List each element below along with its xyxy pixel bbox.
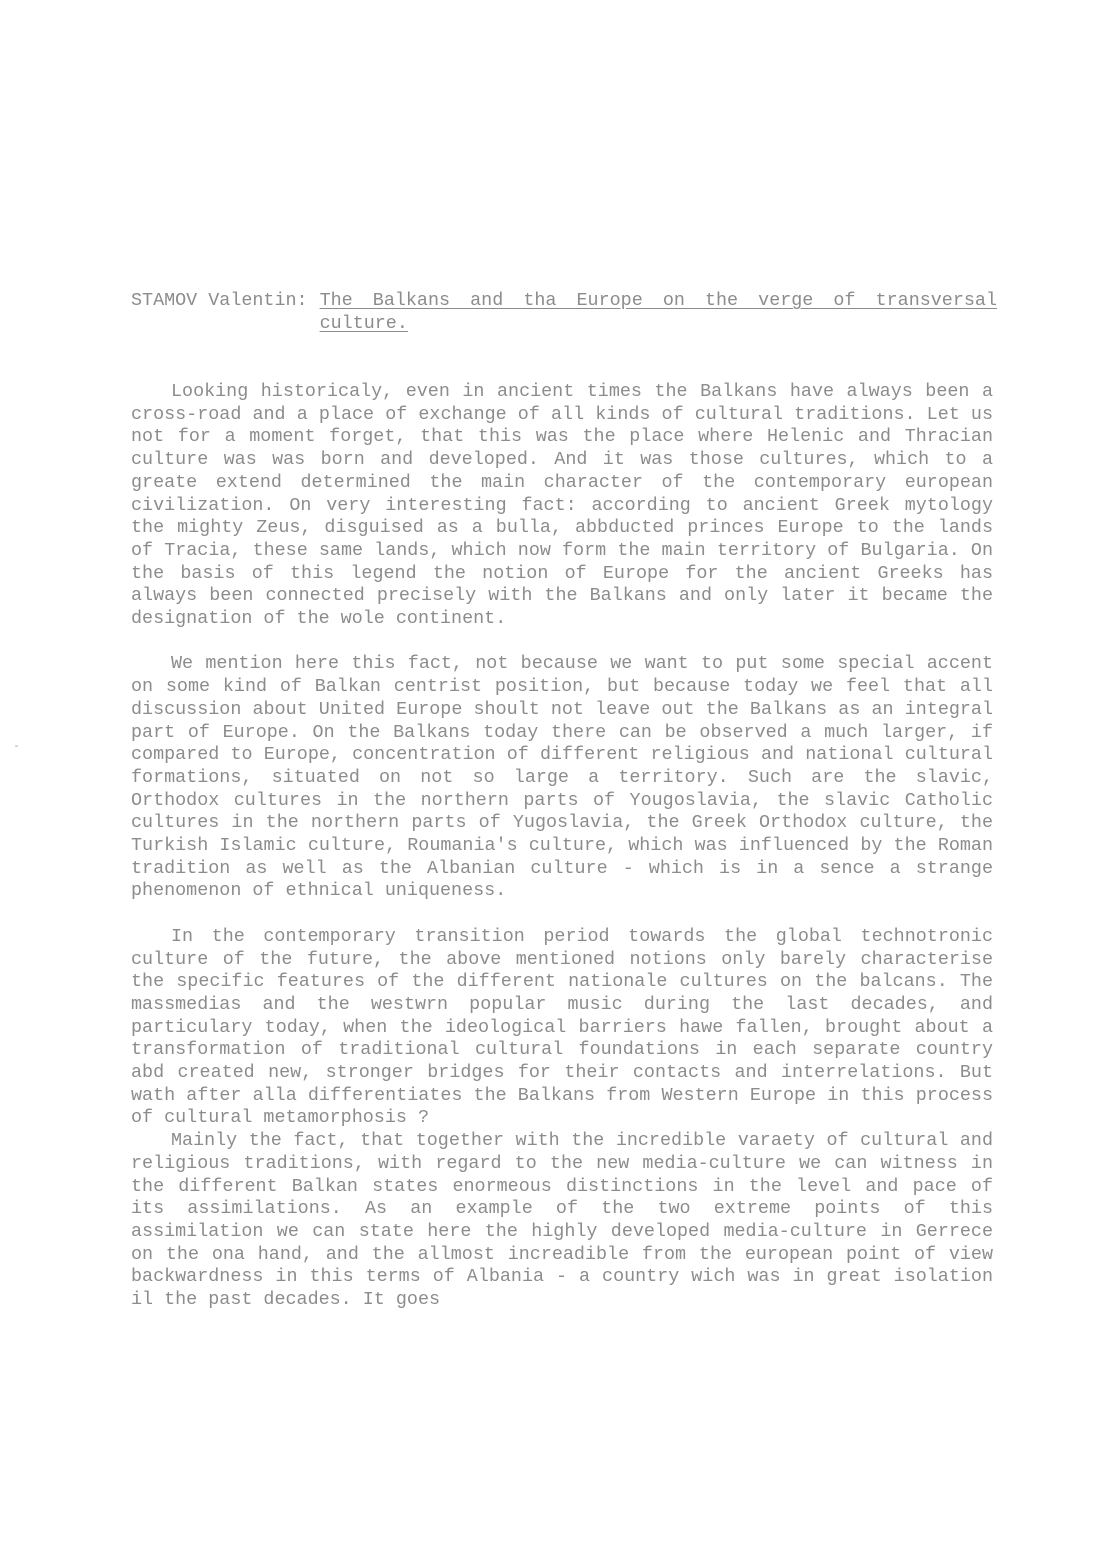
paragraph-4: Mainly the fact, that together with the incredible varaety of cultural and religious traditions, with regard to the new media-culture we can witness in the different Balkan states enormeous distinctions in the level and pace of its assimilations. As an example of the two extreme points of this assimilation we can state here the highly developed media-culture in Gerrece on the ona hand, and the allmost increadible from the european point of view backwardness in this terms of Albania - a country wich was in great isolation il the past decades. It goes [131, 1130, 993, 1311]
paragraph-3: In the contemporary transition period towards the global technotronic culture of the future, the above mentioned notions only barely characterise the specific features of the different nationale cultures on the balcans. The massmedias and the westwrn popular music during the last decades, and particulary today, when the ideological barriers hawe fallen, brought about a transformation of traditional cultural foundations in each separate country abd created new, stronger bridges for their contacts and interrelations. But wath after alla differentiates the Balkans from Western Europe in this process of cultural metamorphosis ? [131, 925, 993, 1129]
document-header [131, 290, 997, 335]
document-body [131, 381, 993, 1312]
paragraph-1: Looking historicaly, even in ancient times the Balkans have always been a cross-road and a place of exchange of all kinds of cultural traditions. Let us not for a moment forget, that this was the place where Helenic and Thracian culture was was born and developed. And it was those cultures, which to a greate extend determined the main character of the contemporary european civilization. On very interesting fact: according to ancient Greek mytology the mighty Zeus, disguised as a bulla, abbducted princes Europe to the lands of Tracia, these same lands, which now form the main territory of Bulgaria. On the basis of this legend the notion of Europe for the ancient Greeks has always been connected precisely with the Balkans and only later it became the designation of the wole continent. [131, 381, 993, 630]
document-title: The Balkans and tha Europe on the verge of transversal culture. [319, 290, 997, 334]
paragraph-2: We mention here this fact, not because we want to put some special accent on some kind of Balkan centrist position, but because today we feel that all discussion about United Europe shoult not leave out the Balkans as an integral part of Europe. On the Balkans today there can be observed a much larger, if compared to Europe, concentration of different religious and national cultural formations, situated on not so large a territory. Such are the slavic, Orthodox cultures in the northern parts of Yougoslavia, the slavic Catholic cultures in the northern parts of Yugoslavia, the Greek Orthodox culture, the Turkish Islamic culture, Roumania's culture, which was influenced by the Roman tradition as well as the Albanian culture - which is in a sence a strange phenomenon of ethnical uniqueness. [131, 653, 993, 902]
author-name: STAMOV Valentin: [131, 290, 308, 311]
scan-speck [15, 745, 18, 747]
